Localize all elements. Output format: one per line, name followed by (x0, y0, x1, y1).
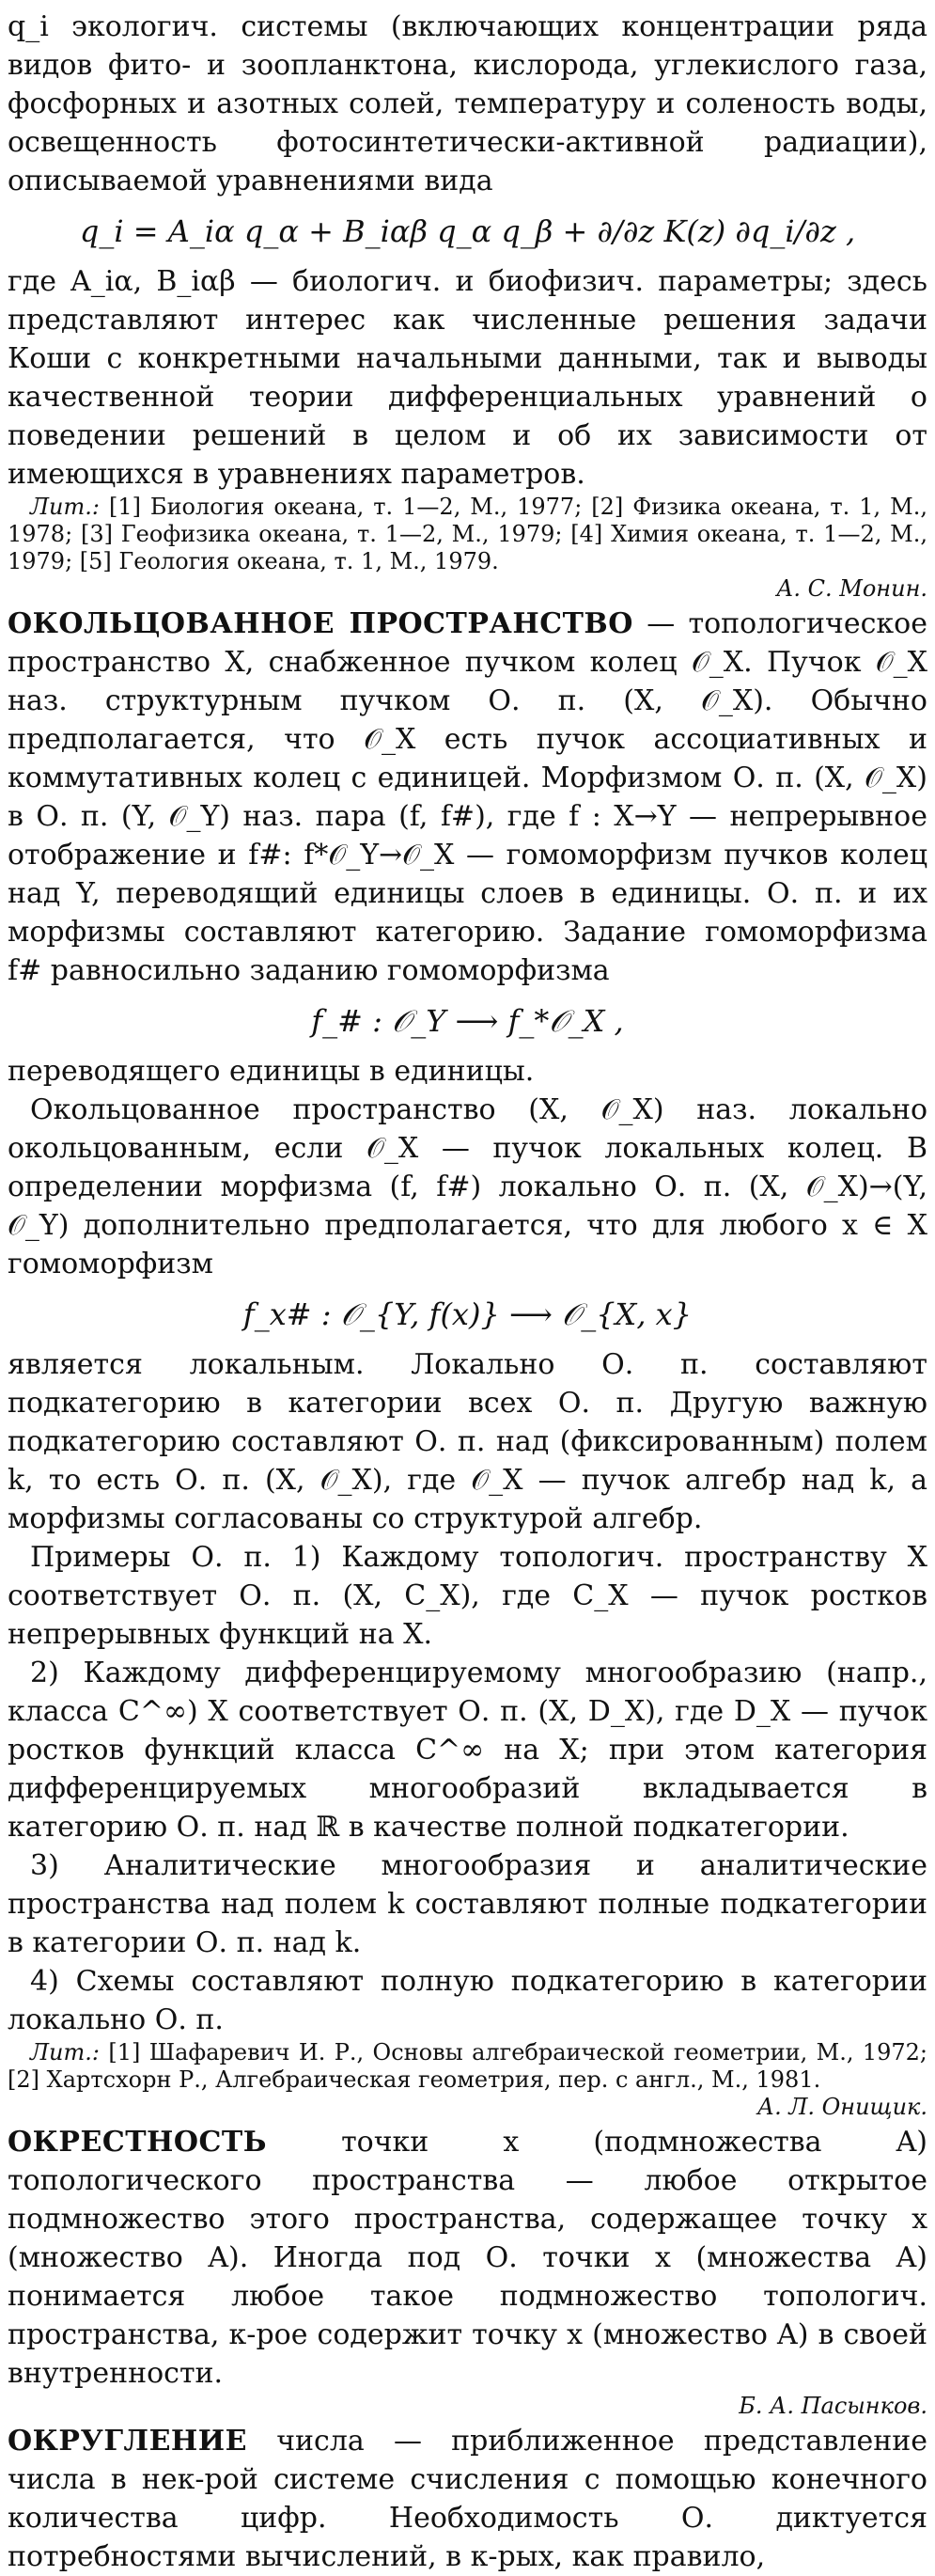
formula-equation: q_i = A_iα q_α + B_iαβ q_α q_β + ∂/∂z K(z) ∂q_i/∂z , (79, 213, 856, 249)
article-term: ОКРУГЛЕНИЕ (8, 2425, 247, 2458)
continuation-paragraph: q_i экологич. системы (включающих концентрации ряда видов фито- и зоопланктона, кислорода, углекислого газа, фосфорных и азотных солей, температуру и соленость воды, освещенность фотосинтетически-активной радиации), описываемой уравнениями вида (8, 10, 927, 197)
article-term: ОКРЕСТНОСТЬ (8, 2126, 267, 2159)
literature-list (8, 494, 927, 575)
formula-homomorphism: f_# : 𝒪_Y ⟶ f_*𝒪_X , (311, 1003, 624, 1039)
article-text: точки x (подмножества A) топологического пространства — любое открытое подмножество этого пространства, содержащее точку x (множество A). Иногда под О. точки x (множества A) понимается любое такое подмножество топологич. пространства, к-рое содержит точку x (множество A) в своей внутренности. (8, 2126, 927, 2390)
author-signature: Б. А. Пасынков. (739, 2393, 927, 2419)
article-term: ОКОЛЬЦОВАННОЕ ПРОСТРАНСТВО (8, 607, 633, 640)
article-text: — топологическое пространство X, снабженное пучком колец 𝒪_X. Пучок 𝒪_X наз. структурным пучком О. п. (X, 𝒪_X). Обычно предполагается, что 𝒪_X есть пучок ассоциативных и коммутативных колец с единицей. Морфизмом О. п. (X, 𝒪_X) в О. п. (Y, 𝒪_Y) наз. пара (f, f#), где f : X→Y — непрерывное отображение и f#: f*𝒪_Y→𝒪_X — гомоморфизм пучков колец над Y, переводящий единицы слоев в единицы. О. п. и их морфизмы составляют категорию. Задание гомоморфизма f# равносильно заданию гомоморфизма (8, 607, 928, 987)
article-ringed-space (8, 605, 927, 990)
author-signature: А. Л. Онищик. (756, 2094, 927, 2120)
formula-local-homomorphism: f_x# : 𝒪_{Y, f(x)} ⟶ 𝒪_{X, x} (242, 1296, 693, 1332)
examples-paragraph: Примеры О. п. 1) Каждому топологич. пространству X соответствует О. п. (X, C_X), где C_X — пучок ростков непрерывных функций на X. (8, 1541, 927, 1651)
article-paragraph: переводящего единицы в единицы. (8, 1055, 535, 1088)
literature-text: [1] Биология океана, т. 1—2, М., 1977; [2] Физика океана, т. 1, М., 1978; [3] Геофизика океана, т. 1—2, М., 1979; [4] Химия океана, т. 1—2, М., 1979; [5] Геология океана, т. 1, М., 1979. (8, 494, 927, 574)
example-2: 2) Каждому дифференцируемому многообразию (напр., класса C^∞) X соответствует О. п. (X, D_X), где D_X — пучок ростков функций класса C^∞ на X; при этом категория дифференцируемых многообразий вкладывается в категорию О. п. над ℝ в качестве полной подкатегории. (8, 1657, 927, 1844)
article-paragraph: является локальным. Локально О. п. составляют подкатегорию в категории всех О. п. Другую важную подкатегорию составляют О. п. над (фиксированным) полем k, то есть О. п. (X, 𝒪_X), где 𝒪_X — пучок алгебр над k, а морфизмы согласованы со структурой алгебр. (8, 1348, 927, 1535)
continuation-paragraph-2: где A_iα, B_iαβ — биологич. и биофизич. параметры; здесь представляют интерес как численные решения задачи Коши с конкретными начальными данными, так и выводы качественной теории дифференциальных уравнений о поведении решений в целом и об их зависимости от имеющихся в уравнениях параметров. (8, 265, 927, 491)
article-rounding (8, 2422, 927, 2576)
article-text: числа — приближенное представление числа в нек-рой системе счисления с помощью конечного количества цифр. Необходимость О. диктуется потребностями вычислений, в к-рых, как правило, (8, 2425, 927, 2573)
article-paragraph: Окольцованное пространство (X, 𝒪_X) наз. локально окольцованным, если 𝒪_X — пучок локальных колец. В определении морфизма (f, f#) локально О. п. (X, 𝒪_X)→(Y, 𝒪_Y) дополнительно предполагается, что для любого x ∈ X гомоморфизм (8, 1093, 927, 1280)
author-signature: А. С. Монин. (776, 575, 927, 602)
literature-label: Лит.: (30, 494, 100, 520)
article-neighborhood (8, 2123, 927, 2393)
literature-text: [1] Шафаревич И. Р., Основы алгебраической геометрии, М., 1972; [2] Хартсхорн Р., Алгебраическая геометрия, пер. с англ., М., 1981. (8, 2039, 927, 2093)
example-4: 4) Схемы составляют полную подкатегорию в категории локально О. п. (8, 1965, 927, 2036)
literature-list (8, 2039, 927, 2094)
example-3: 3) Аналитические многообразия и аналитические пространства над полем k составляют полные подкатегории в категории О. п. над k. (8, 1849, 927, 1959)
literature-label: Лит.: (30, 2039, 100, 2066)
